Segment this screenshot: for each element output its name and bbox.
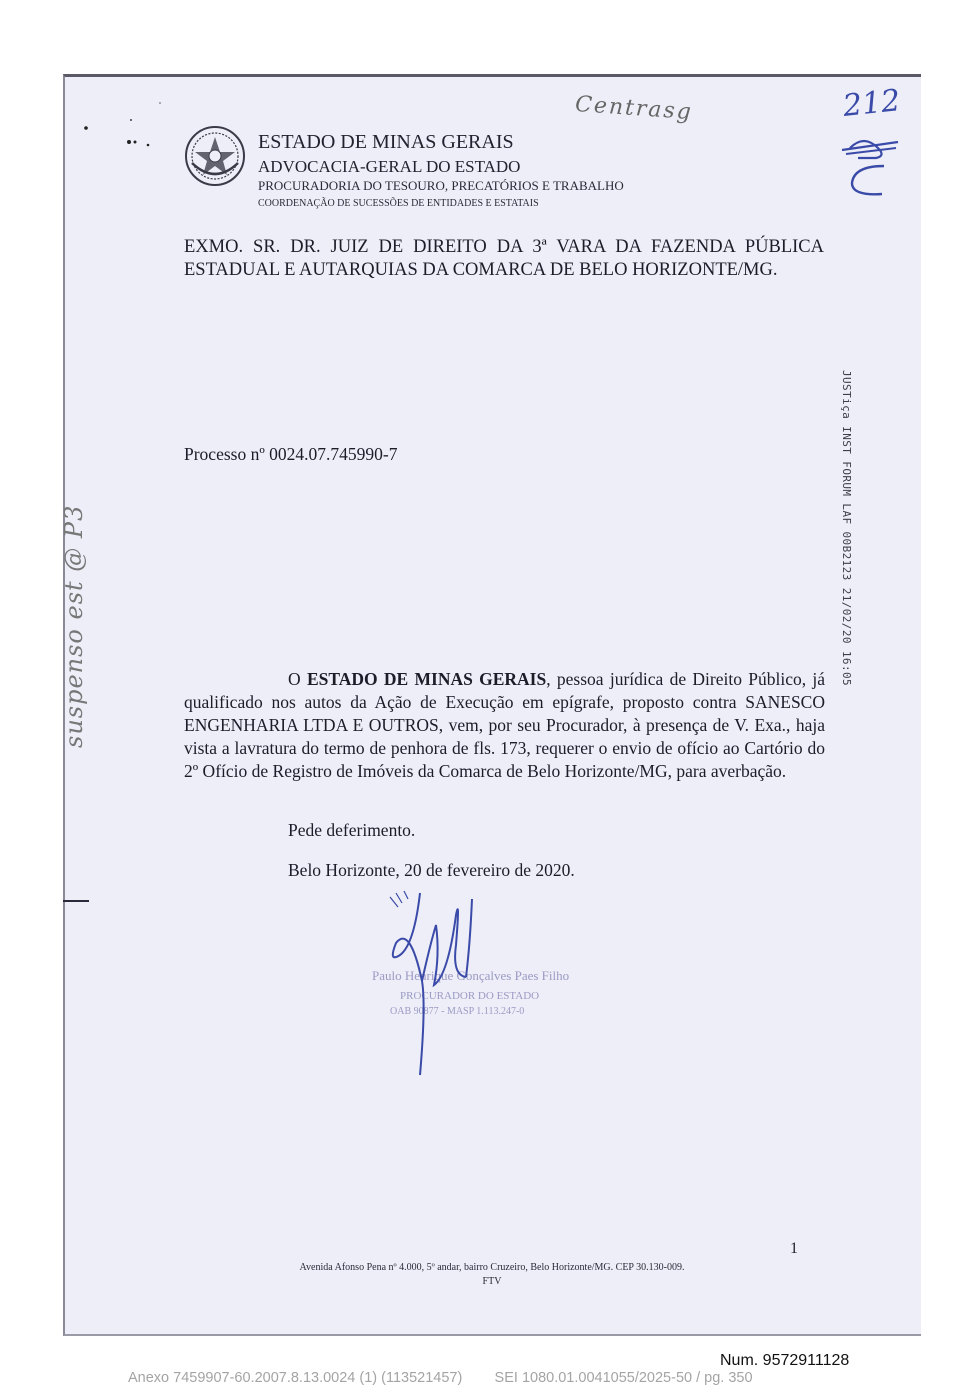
document-number: Num. 9572911128	[720, 1352, 850, 1369]
sei-reference: SEI 1080.01.0041055/2025-50 / pg. 350	[494, 1370, 753, 1386]
handwritten-side-note: suspenso est @ P3	[60, 504, 88, 748]
footer-initials: FTV	[482, 1276, 502, 1287]
signature-stamp-name: Paulo Henrique Gonçalves Paes Filho	[372, 968, 570, 983]
signature-stamp-role: PROCURADOR DO ESTADO	[400, 990, 540, 1002]
handwritten-strikeout-mark	[838, 128, 908, 203]
annex-line	[128, 1370, 753, 1386]
header-state: ESTADO DE MINAS GERAIS	[258, 131, 514, 153]
coat-of-arms-icon	[184, 125, 246, 187]
body-text: , pessoa jurídica de Direito Público, já qualificado nos autos da Ação de Execução em epígrafe, proposto contra SANESCO ENGENHARIA LTDA E OUTROS, vem, por seu Procurador, à presença de V. Exa., haja vista a lavratura do termo de penhora de fls. 173, requerer o envio de ofício ao Cartório do 2º Ofício de Registro de Imóveis da Comarca de Belo Horizonte/MG, para averbação.	[184, 669, 826, 781]
header-coordination: COORDENAÇÃO DE SUCESSÕES DE ENTIDADES E ESTATAIS	[258, 198, 539, 209]
closing-place-date: Belo Horizonte, 20 de fevereiro de 2020.	[288, 860, 575, 880]
header-agency: ADVOCACIA-GERAL DO ESTADO	[258, 157, 521, 176]
scan-specks	[80, 100, 190, 160]
header-department: PROCURADORIA DO TESOURO, PRECATÓRIOS E TRABALHO	[258, 178, 624, 193]
footer-address: Avenida Afonso Pena nº 4.000, 5º andar, bairro Cruzeiro, Belo Horizonte/MG. CEP 30.130-009.	[299, 1262, 685, 1273]
margin-tick	[63, 900, 89, 902]
page-number: 1	[790, 1240, 798, 1257]
addressee: EXMO. SR. DR. JUIZ DE DIREITO DA 3ª VARA DA FAZENDA PÚBLICA ESTADUAL E AUTARQUIAS DA COMARCA DE BELO HORIZONTE/MG.	[184, 237, 824, 280]
handwritten-note-top: Centrasg	[574, 91, 694, 126]
body-lead: O	[288, 669, 301, 689]
signature-icon	[370, 885, 510, 1085]
body-party: ESTADO DE MINAS GERAIS	[306, 669, 547, 689]
process-number: Processo nº 0024.07.745990-7	[184, 444, 398, 464]
closing-request: Pede deferimento.	[288, 820, 416, 840]
handwritten-page-mark: 212	[841, 83, 902, 124]
signature-stamp-id: OAB 90877 - MASP 1.113.247-0	[390, 1006, 525, 1017]
protocol-stamp: JUSTiça INST FORUM LAF 00B2123 21/02/20 16:05	[840, 370, 853, 687]
petition-body	[184, 668, 825, 783]
annex-reference: Anexo 7459907-60.2007.8.13.0024 (1) (113521457)	[128, 1370, 463, 1386]
